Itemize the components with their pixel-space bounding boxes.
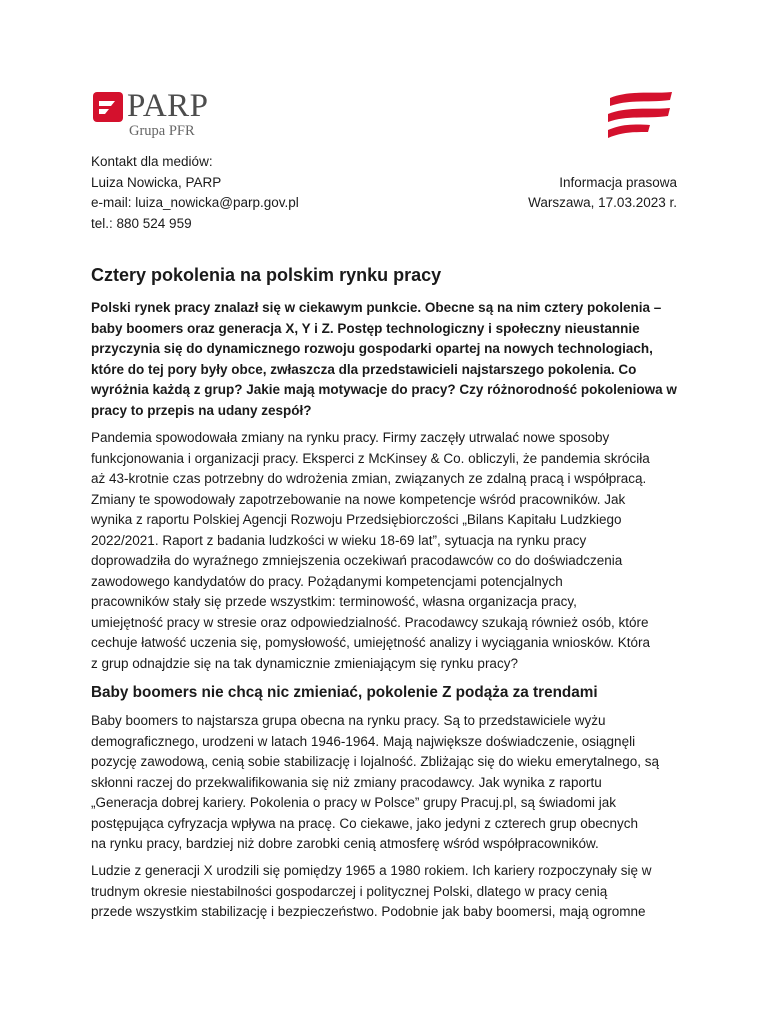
text-line: trudnym okresie niestabilności gospodarczej i politycznej Polski, dlatego w pracy cenią	[91, 883, 608, 899]
parp-logo	[93, 90, 243, 142]
text-line: na rynku pracy, bardziej niż dobre zarobki cenią atmosferę wśród współpracowników.	[91, 836, 599, 851]
contact-label: Kontakt dla mediów:	[91, 154, 213, 169]
text-line: które do tej pory były obce, zwłaszcza dla przedstawicieli najstarszego pokolenia. Co	[91, 361, 637, 377]
text-line: demograficznego, urodzeni w latach 1946-1964. Mają największe doświadczenie, osiągnęli	[91, 733, 636, 749]
document-type: Informacja prasowa	[559, 174, 677, 190]
text-line: Baby boomers to najstarsza grupa obecna na rynku pracy. Są to przedstawiciele wyżu	[91, 713, 606, 728]
parp-logo-mark-icon	[93, 92, 123, 122]
text-line: Pandemia spowodowała zmiany na rynku pracy. Firmy zaczęły utrwalać nowe sposoby	[91, 430, 610, 445]
text-line: pozycję zawodową, cenią sobie stabilizację i lojalność. Zbliżając się do wieku emerytalnego, są	[91, 754, 660, 769]
paragraph-baby-boomers	[91, 711, 677, 855]
text-line: przyczynia się do dynamicznego rozwoju gospodarki opartej na nowych technologiach,	[91, 341, 653, 356]
text-line: Zmiany te spowodowały zapotrzebowanie na nowe kompetencje wśród pracowników. Jak	[91, 491, 626, 507]
text-line: baby boomers oraz generacja X, Y i Z. Postęp technologiczny i społeczny nieustannie	[91, 320, 640, 336]
place-date: Warszawa, 17.03.2023 r.	[528, 195, 677, 210]
brand-name: PARP	[127, 88, 209, 124]
text-line: funkcjonowania i organizacji pracy. Eksperci z McKinsey & Co. obliczyli, że pandemia skróciła	[91, 450, 650, 466]
paragraph-pandemic	[91, 428, 677, 674]
text-line: z grup odnajdzie się na tak dynamicznie zmieniającym się rynku pracy?	[91, 655, 518, 671]
text-line: aż 43-krotnie czas potrzebny do wdrożenia zmian, związanych ze zdalną pracą i współpracą.	[91, 471, 647, 486]
text-line: Polski rynek pracy znalazł się w ciekawym punkcie. Obecne są na nim cztery pokolenia –	[91, 300, 662, 315]
text-line: wynika z raportu Polskiej Agencji Rozwoju Przedsiębiorczości „Bilans Kapitału Ludzkiego	[91, 512, 622, 527]
contact-block	[91, 152, 677, 234]
contact-name: Luiza Nowicka, PARP	[91, 174, 222, 190]
text-line: doprowadziła do wyraźnego zmniejszenia oczekiwań pracodawców co do doświadczenia	[91, 553, 623, 568]
text-line: postępująca cyfryzacja wpływa na pracę. Co ciekawe, jako jedyni z czterech grup obecnych	[91, 815, 639, 831]
section-heading: Baby boomers nie chcą nic zmieniać, pokolenie Z podąża za trendami	[91, 684, 598, 701]
text-line: pracy to przepis na udany zespół?	[91, 402, 312, 418]
text-line: pracowników stały się przede wszystkim: terminowość, własna organizacja pracy,	[91, 594, 577, 609]
pfr-flag-logo-icon	[604, 90, 674, 140]
contact-email[interactable]: e-mail: luiza_nowicka@parp.gov.pl	[91, 195, 299, 210]
text-line: przede wszystkim stabilizację i bezpieczeństwo. Podobnie jak baby boomersi, mają ogromne	[91, 904, 646, 919]
text-line: skłonni raczej do przekwalifikowania się niż zmiany pracodawcy. Jak wynika z raportu	[91, 774, 602, 790]
lead-paragraph	[91, 298, 677, 421]
text-line: wyróżnia każdą z grup? Jakie mają motywacje do pracy? Czy różnorodność pokoleniowa w	[91, 382, 677, 397]
brand-subtitle: Grupa PFR	[129, 123, 195, 139]
text-line: cechuje łatwość uczenia się, pomysłowość, umiejętność analizy i wyciągania wniosków. Która	[91, 635, 651, 650]
text-line: „Generacja dobrej kariery. Pokolenia o pracy w Polsce” grupy Pracuj.pl, są świadomi jak	[91, 795, 616, 810]
text-line: Ludzie z generacji X urodzili się pomiędzy 1965 a 1980 rokiem. Ich kariery rozpoczynały się w	[91, 863, 652, 878]
text-line: 2022/2021. Raport z badania ludzkości w wieku 18-69 lat”, sytuacja na rynku pracy	[91, 532, 587, 548]
paragraph-generation-x	[91, 861, 677, 923]
text-line: zawodowego kandydatów do pracy. Pożądanymi kompetencjami potencjalnych	[91, 573, 563, 589]
document-title: Cztery pokolenia na polskim rynku pracy	[91, 265, 442, 285]
contact-phone: tel.: 880 524 959	[91, 215, 192, 231]
text-line: umiejętność pracy w stresie oraz odpowiedzialność. Pracodawcy szukają również osób, które	[91, 614, 649, 630]
